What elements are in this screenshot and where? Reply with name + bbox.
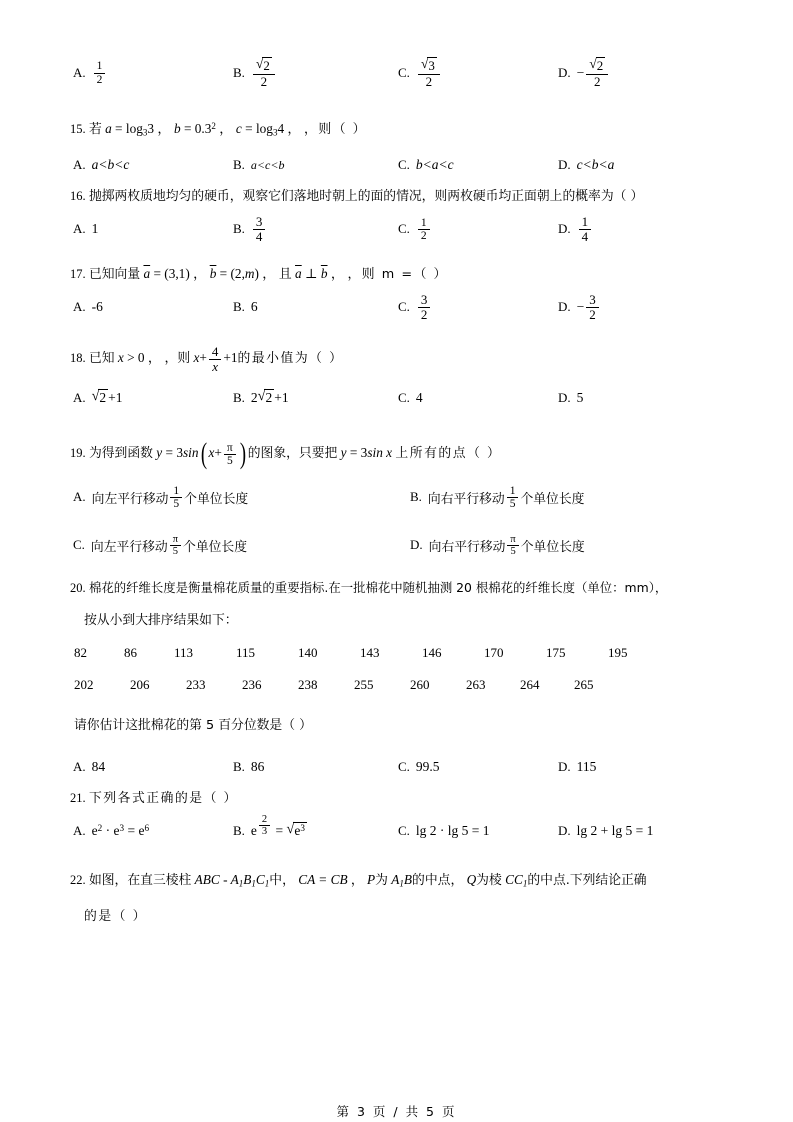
q16-options-row (70, 212, 730, 258)
minus-sign: − (576, 299, 585, 315)
option-label: B. (233, 65, 245, 80)
data-value: 170 (484, 645, 504, 661)
option-prefix: 向右平行移动 (427, 491, 505, 507)
page-footer (0, 1102, 793, 1120)
option-prefix: 向右平行移动 (428, 539, 506, 555)
option-label: A. (73, 65, 86, 80)
data-value: 113 (174, 645, 194, 661)
option-text: a<b<c (91, 157, 130, 173)
midpoint-p-text: 为 (375, 873, 388, 889)
stem-text-part2: 中， (269, 873, 295, 889)
stem-text: 抛掷两枚质地均匀的硬币，观察它们落地时朝上的面的情况，则两枚硬币均正面朝上的概率为（ ） (88, 189, 644, 205)
question-number: 19. (70, 446, 86, 461)
option-text: a<c<b (250, 157, 285, 172)
question-number: 20. (70, 581, 86, 596)
option-b[interactable] (233, 56, 277, 90)
option-expression: e $\frac{2}{3}$ = √ $e^3$ (250, 814, 305, 839)
q21-options-row (70, 814, 730, 864)
q17-options-row (70, 290, 730, 336)
q14-options-row (70, 56, 730, 102)
data-value: 195 (608, 645, 628, 661)
question-number: 15. (70, 122, 86, 137)
midpoint-q-text: 为棱 (476, 873, 502, 889)
option-expression: lg 2 · lg 5 = 1 (415, 823, 490, 839)
option-label: C. (398, 390, 410, 406)
q18-options-row (70, 381, 730, 427)
question-15-stem: 15. 若 $a = \log_33$ ， $b = 0.3^2$ ， $c = \log_34$ ， ，则（ ） (70, 121, 367, 138)
equality-expression: CA = CB (298, 872, 348, 888)
fraction-pi-over-5: $\frac{\pi}{5}$ (224, 442, 236, 467)
question-21-stem (70, 782, 730, 814)
question-20-question-line (70, 709, 730, 741)
option-label: D. (558, 390, 571, 406)
data-value: 115 (236, 645, 256, 661)
data-value: 236 (242, 677, 262, 693)
option-value-fraction-sqrt2-over-2: √ 2 2 (253, 57, 275, 89)
data-value: 255 (354, 677, 374, 693)
option-c[interactable] (398, 212, 432, 246)
condition-prefix: 且 (278, 267, 292, 283)
option-b[interactable] (233, 814, 307, 848)
data-value: 238 (298, 677, 318, 693)
question-18-stem: 18. 已知 x > 0 ， ，则 x+ $\frac{4}{x}$ +1的最小值为（ ） (70, 344, 344, 374)
option-label: A. (73, 390, 86, 406)
data-value: 206 (130, 677, 150, 693)
prism-notation: ABC - $A_1B_1C_1$ (194, 872, 270, 889)
perp-vector-a: $\overline{a}$ (295, 266, 302, 282)
option-suffix: 个单位长度 (183, 539, 247, 555)
midpoint-q-suffix: 的中点.下列结论正确 (527, 873, 647, 889)
option-a[interactable] (73, 814, 149, 848)
option-text: 4 (415, 390, 423, 406)
option-b[interactable]: B. 2 √ 2 +1 (233, 388, 289, 406)
option-label: C. (398, 759, 410, 775)
data-value: 140 (298, 645, 318, 661)
option-c[interactable] (398, 750, 440, 784)
stem-text-mid: 的图象，只要把 (247, 446, 338, 462)
perpendicular-symbol: ⊥ (305, 266, 318, 282)
stem-text-mid: ，则 (164, 351, 191, 367)
expr-c: c (235, 121, 242, 137)
option-c[interactable] (398, 290, 432, 324)
stem-text-part3: ， (350, 873, 364, 889)
option-label: C. (398, 299, 410, 315)
vector-a: $\overline{a}$ (143, 266, 151, 282)
option-suffix: 个单位长度 (520, 539, 585, 555)
stem-text: 下列各式正确的是（ ） (88, 791, 238, 807)
option-label: D. (410, 537, 423, 553)
option-value-fraction-neg-sqrt2-over-2: √ 2 2 (586, 57, 608, 89)
data-value: 202 (74, 677, 94, 693)
option-fraction: $\frac{1}{5}$ (170, 485, 182, 510)
option-label: D. (558, 823, 571, 839)
stem-text-line2: 按从小到大排序结果如下： (84, 613, 238, 629)
option-label: A. (73, 299, 86, 315)
stem-text-suffix: ，则（ ） (304, 122, 367, 138)
data-value: 233 (186, 677, 206, 693)
variable-x: x (117, 350, 124, 366)
option-d[interactable] (558, 381, 583, 415)
option-prefix: 向左平行移动 (91, 491, 169, 507)
point-q: Q (466, 872, 477, 888)
option-fraction: $\frac{\pi}{5}$ (170, 534, 181, 557)
function-y: y (156, 445, 163, 461)
option-label: B. (233, 823, 245, 839)
page-content (70, 56, 730, 932)
option-text: 6 (250, 299, 258, 315)
question-number: 17. (70, 267, 86, 282)
question-19-stem: 19. 为得到函数 y = 3sin( x+ $\frac{\pi}{5}$ ) 的图象，只要把 y = 3sin x 上所有的点（ ） (70, 437, 502, 471)
question-20-stem-line1 (70, 572, 730, 604)
option-text: 5 (576, 390, 584, 406)
expr-b: b (173, 121, 181, 137)
question-20-stem-line2 (70, 604, 730, 636)
option-c[interactable] (398, 381, 423, 415)
q20-options-row (70, 750, 730, 782)
option-b[interactable] (233, 750, 264, 784)
option-label: A. (73, 221, 86, 237)
option-c[interactable] (398, 814, 490, 848)
stem-text-line1: 棉花的纤维长度是衡量棉花质量的重要指标.在一批棉花中随机抽测 20 根棉花的纤维长度（单位：mm）， (88, 580, 668, 596)
option-a[interactable] (73, 56, 107, 90)
option-label: C. (73, 537, 85, 553)
option-expression: $e^2 \cdot e^3 = e^6$ (91, 823, 150, 839)
question-number: 21. (70, 791, 86, 806)
expression-x: x (193, 350, 200, 366)
sqrt-2: √ 2 (257, 388, 273, 406)
option-suffix: 个单位长度 (184, 491, 249, 507)
option-label: D. (558, 759, 571, 775)
question-16-stem (70, 180, 730, 212)
option-text: b<a<c (415, 157, 454, 173)
option-b[interactable] (233, 212, 267, 246)
perp-vector-b: $\overline{b}$ (320, 266, 328, 282)
option-fraction: $\frac{\pi}{5}$ (507, 534, 518, 557)
stem-text-prefix: 若 (88, 122, 102, 138)
sqrt-2: √ 2 (91, 388, 107, 406)
stem-text-suffix: 上所有的点（ ） (395, 446, 502, 462)
option-label: C. (398, 65, 410, 80)
option-label: D. (558, 157, 571, 173)
option-value-fraction-half: $\frac{1}{2}$ (94, 60, 106, 85)
stem-text-prefix: 已知 (88, 351, 115, 367)
question-number: 22. (70, 873, 86, 888)
option-text: 86 (250, 759, 265, 775)
stem-text-suffix: ，则 m =（ ） (347, 267, 448, 283)
option-value-fraction: $\frac{3}{2}$ (586, 293, 599, 321)
question-number: 18. (70, 351, 86, 366)
option-label: B. (410, 489, 422, 505)
option-text: 1 (91, 221, 99, 237)
option-c[interactable] (398, 148, 454, 182)
option-text: 84 (91, 759, 106, 775)
q20-data-row-2 (70, 677, 730, 709)
option-b[interactable] (410, 480, 584, 514)
option-a[interactable] (73, 148, 129, 182)
option-c[interactable] (398, 56, 442, 90)
option-value-fraction-sqrt3-over-2: √ 3 2 (418, 57, 440, 89)
q15-options-row (70, 148, 730, 180)
question-17-stem: 17. 已知向量 $\overline{a} = (3,1)$ ， $\overline{b} = (2,m)$ ， 且 $\overline{a}$ ⊥ $\overline{b}$ ， ，则 m =（ ） (70, 266, 448, 283)
option-d[interactable] (558, 148, 614, 182)
option-d[interactable] (558, 56, 610, 90)
option-a[interactable] (73, 290, 103, 324)
data-value: 175 (546, 645, 566, 661)
option-text: -6 (91, 299, 103, 315)
option-value-fraction: $\frac{3}{2}$ (418, 293, 431, 321)
data-value: 82 (74, 645, 87, 661)
point-p: P (367, 872, 376, 888)
option-d[interactable] (410, 528, 585, 562)
option-a[interactable] (73, 212, 98, 246)
option-b[interactable] (233, 290, 258, 324)
option-label: A. (73, 823, 86, 839)
option-text: 115 (576, 759, 597, 775)
option-label: A. (73, 489, 86, 505)
question-22-stem-line1 (70, 864, 730, 899)
right-paren: ) (239, 437, 246, 471)
option-a[interactable] (73, 750, 105, 784)
minus-sign: − (576, 65, 585, 80)
option-label: D. (558, 65, 571, 80)
data-value: 86 (124, 645, 137, 661)
option-label: C. (398, 221, 410, 237)
question-text: 请你估计这批棉花的第 5 百分位数是（ ） (74, 718, 312, 734)
option-value-fraction: $\frac{1}{4}$ (579, 215, 592, 243)
data-value: 143 (360, 645, 380, 661)
option-d[interactable] (558, 750, 596, 784)
option-label: B. (233, 221, 245, 237)
option-label: B. (233, 759, 245, 775)
option-value-fraction: $\frac{1}{2}$ (418, 217, 430, 242)
option-b[interactable] (233, 148, 284, 182)
q19-options-row-1 (70, 480, 730, 528)
expression-fraction: $\frac{4}{x}$ (209, 345, 222, 373)
stem-text-part1: 如图，在直三棱柱 (88, 873, 192, 889)
stem-text-prefix: 为得到函数 (88, 446, 153, 462)
option-expression: lg 2 + lg 5 = 1 (576, 823, 654, 839)
option-label: A. (73, 157, 86, 173)
option-label: B. (233, 390, 245, 406)
data-value: 263 (466, 677, 486, 693)
function-source-y: y (340, 445, 347, 461)
option-label: A. (73, 759, 86, 775)
option-label: B. (233, 157, 245, 173)
option-d[interactable] (558, 290, 601, 324)
stem-text-line2: 的是（ ） (84, 908, 147, 924)
q20-data-row-1 (70, 645, 730, 677)
stem-text-suffix: 的最小值为（ ） (237, 351, 344, 367)
data-value: 260 (410, 677, 430, 693)
option-a[interactable] (73, 480, 248, 514)
option-suffix: 个单位长度 (520, 491, 585, 507)
segment-cc1: $CC_1$ (505, 872, 528, 889)
segment-a1b: $A_1B$ (391, 872, 413, 889)
option-d[interactable] (558, 212, 593, 246)
expr-a: a (105, 121, 112, 137)
data-value: 264 (520, 677, 540, 693)
option-fraction: $\frac{1}{5}$ (507, 485, 519, 510)
data-value: 146 (422, 645, 442, 661)
option-label: D. (558, 299, 571, 315)
option-value-fraction: $\frac{3}{4}$ (253, 215, 266, 243)
option-label: B. (233, 299, 245, 315)
option-c[interactable] (73, 528, 247, 562)
option-label: C. (398, 823, 410, 839)
option-prefix: 向左平行移动 (90, 539, 168, 555)
option-d[interactable] (558, 814, 653, 848)
left-paren: ( (200, 437, 207, 471)
option-text: 99.5 (415, 759, 440, 775)
option-label: C. (398, 157, 410, 173)
page-label: 第 3 页 / 共 5 页 (336, 1104, 457, 1119)
option-text: c<b<a (576, 157, 615, 173)
question-number: 16. (70, 189, 86, 204)
option-a[interactable]: A. √ 2 +1 (73, 388, 123, 406)
midpoint-p-suffix: 的中点， (412, 873, 464, 889)
option-label: D. (558, 221, 571, 237)
q19-options-row-2 (70, 528, 730, 572)
vector-b: $\overline{b}$ (209, 266, 217, 282)
stem-text-prefix: 已知向量 (88, 267, 141, 283)
question-22-stem-line2 (70, 900, 730, 932)
data-value: 265 (574, 677, 594, 693)
